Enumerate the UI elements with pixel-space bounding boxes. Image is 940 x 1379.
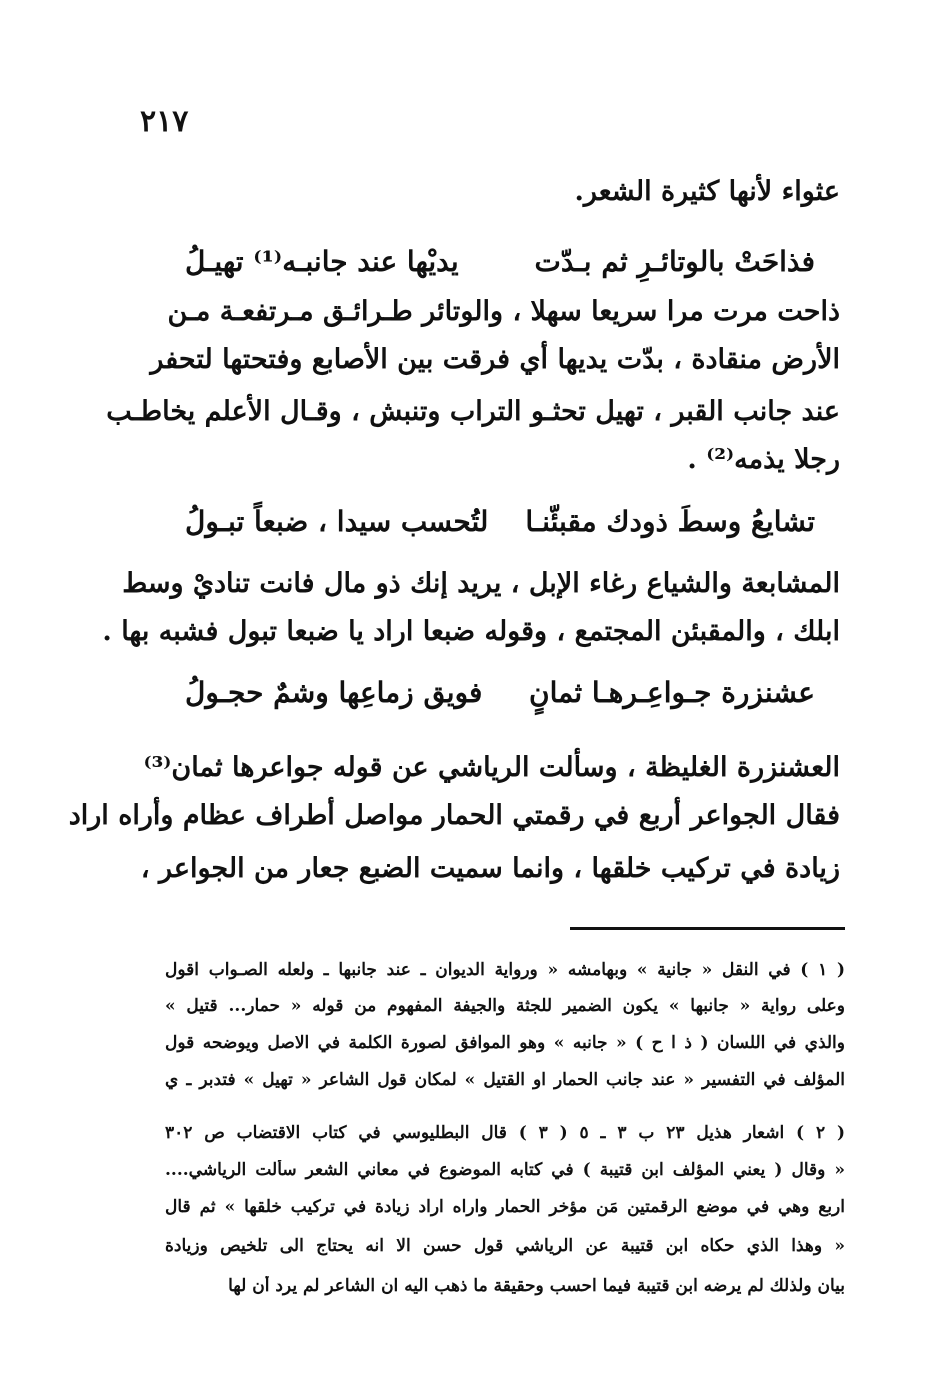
footnote-line-6: « وقال ( يعني المؤلف ابن قتيبة ) في كتابه الموضوع في معاني الشعر سألت الرياشي.... bbox=[165, 1160, 845, 1180]
page-number: ٢١٧ bbox=[140, 104, 189, 139]
footnote-line-1: ( ١ ) في النقل « جانية » وبهامشه « ورواية الديوان ـ عند جانبها ـ ولعله الصـواب اقول bbox=[165, 960, 845, 980]
verse-2-second-hemistich: لتُحسب سيدا ، ضبعاً تبـولُ bbox=[185, 505, 489, 538]
commentary-1-line-3: عند جانب القبر ، تهيل تحثـو التراب وتنبش ، وقـال الأعلم يخاطـب bbox=[106, 396, 840, 427]
footnote-line-9: بيان ولذلك لم يرضه ابن قتيبة فيما احسب وحقيقة ما ذهب اليه ان الشاعر لم يرد أن لها bbox=[228, 1276, 845, 1296]
verse-3-second-hemistich: فويق زماعِها وشمٌ حجـولُ bbox=[185, 676, 483, 709]
footnote-divider bbox=[570, 927, 845, 930]
verse-1-first-hemistich: فذاحَتْ بالوتائـرِ ثم بـدّت bbox=[534, 245, 815, 278]
commentary-3-line-2: فقال الجواعر أربع في رقمتي الحمار مواصل أطراف عظام وأراه اراد bbox=[68, 800, 840, 831]
footnote-line-4: المؤلف في التفسير « عند جانب الحمار او القتيل » لمكان قول الشاعر « تهيل » فتدبر ـ ي bbox=[165, 1070, 845, 1090]
footnote-line-8: « وهذا الذي حكاه ابن قتيبة عن الرياشي قول حسن الا انه يحتاج الى تلخيص وزيادة bbox=[165, 1236, 845, 1256]
verse-3 bbox=[185, 676, 815, 709]
footnote-line-3: والذي في اللسان ( ذ ا ح ) « جانبه » وهو الموافق لصورة الكلمة في الاصل ويوضحه قول bbox=[165, 1033, 845, 1053]
verse-1-second-hemistich: يديْها عند جانبـه⁽¹⁾ تهيـلُ bbox=[185, 245, 459, 278]
footnote-line-5: ( ٢ ) اشعار هذيل ٢٣ ب ٣ ـ ٥ ( ٣ ) قال البطليوسي في كتاب الاقتضاب ص ٣٠٢ bbox=[165, 1123, 845, 1143]
commentary-2-line-1: المشابعة والشياع رغاء الإبل ، يريد إنك ذو مال فانت تناديْ وسط bbox=[122, 568, 840, 599]
commentary-1-line-1: ذاحت مرت مرا سريعا سهلا ، والوتائر طـرائـق مـرتفعـة مـن bbox=[167, 296, 840, 327]
footnote-line-7: اربع وهي في موضع الرقمتين مَن مؤخر الحمار واراه اراد زيادة في تركيب خلقها » ثم قال bbox=[165, 1197, 845, 1217]
commentary-1-line-4: رجلا يذمه⁽²⁾ . bbox=[687, 444, 840, 475]
verse-3-first-hemistich: عشنزرة جـواعِـرهـا ثمانٍ bbox=[529, 676, 815, 709]
commentary-1-line-2: الأرض منقادة ، بدّت يديها أي فرقت بين الأصابع وفتحتها لتحفر bbox=[150, 344, 840, 375]
footnote-line-2: وعلى رواية « جانبها » يكون الضمير للجثة والجيفة المفهوم من قوله « حمار... قتيل » bbox=[165, 996, 845, 1016]
commentary-3-line-3: زيادة في تركيب خلقها ، وانما سميت الضبع جعار من الجواعر ، bbox=[140, 853, 840, 884]
verse-2-first-hemistich: تشايعُ وسطَ ذودك مقبئّنـا bbox=[525, 505, 815, 538]
verse-2 bbox=[185, 505, 815, 538]
verse-1 bbox=[185, 245, 815, 278]
opening-line: عثواء لأنها كثيرة الشعر. bbox=[574, 176, 840, 207]
commentary-3-line-1: العشنزرة الغليظة ، وسألت الرياشي عن قوله جواعرها ثمان⁽³⁾ bbox=[143, 752, 840, 783]
commentary-2-line-2: ابلك ، والمقبئن المجتمع ، وقوله ضبعا اراد يا ضبعا تبول فشبه بها . bbox=[102, 616, 840, 647]
